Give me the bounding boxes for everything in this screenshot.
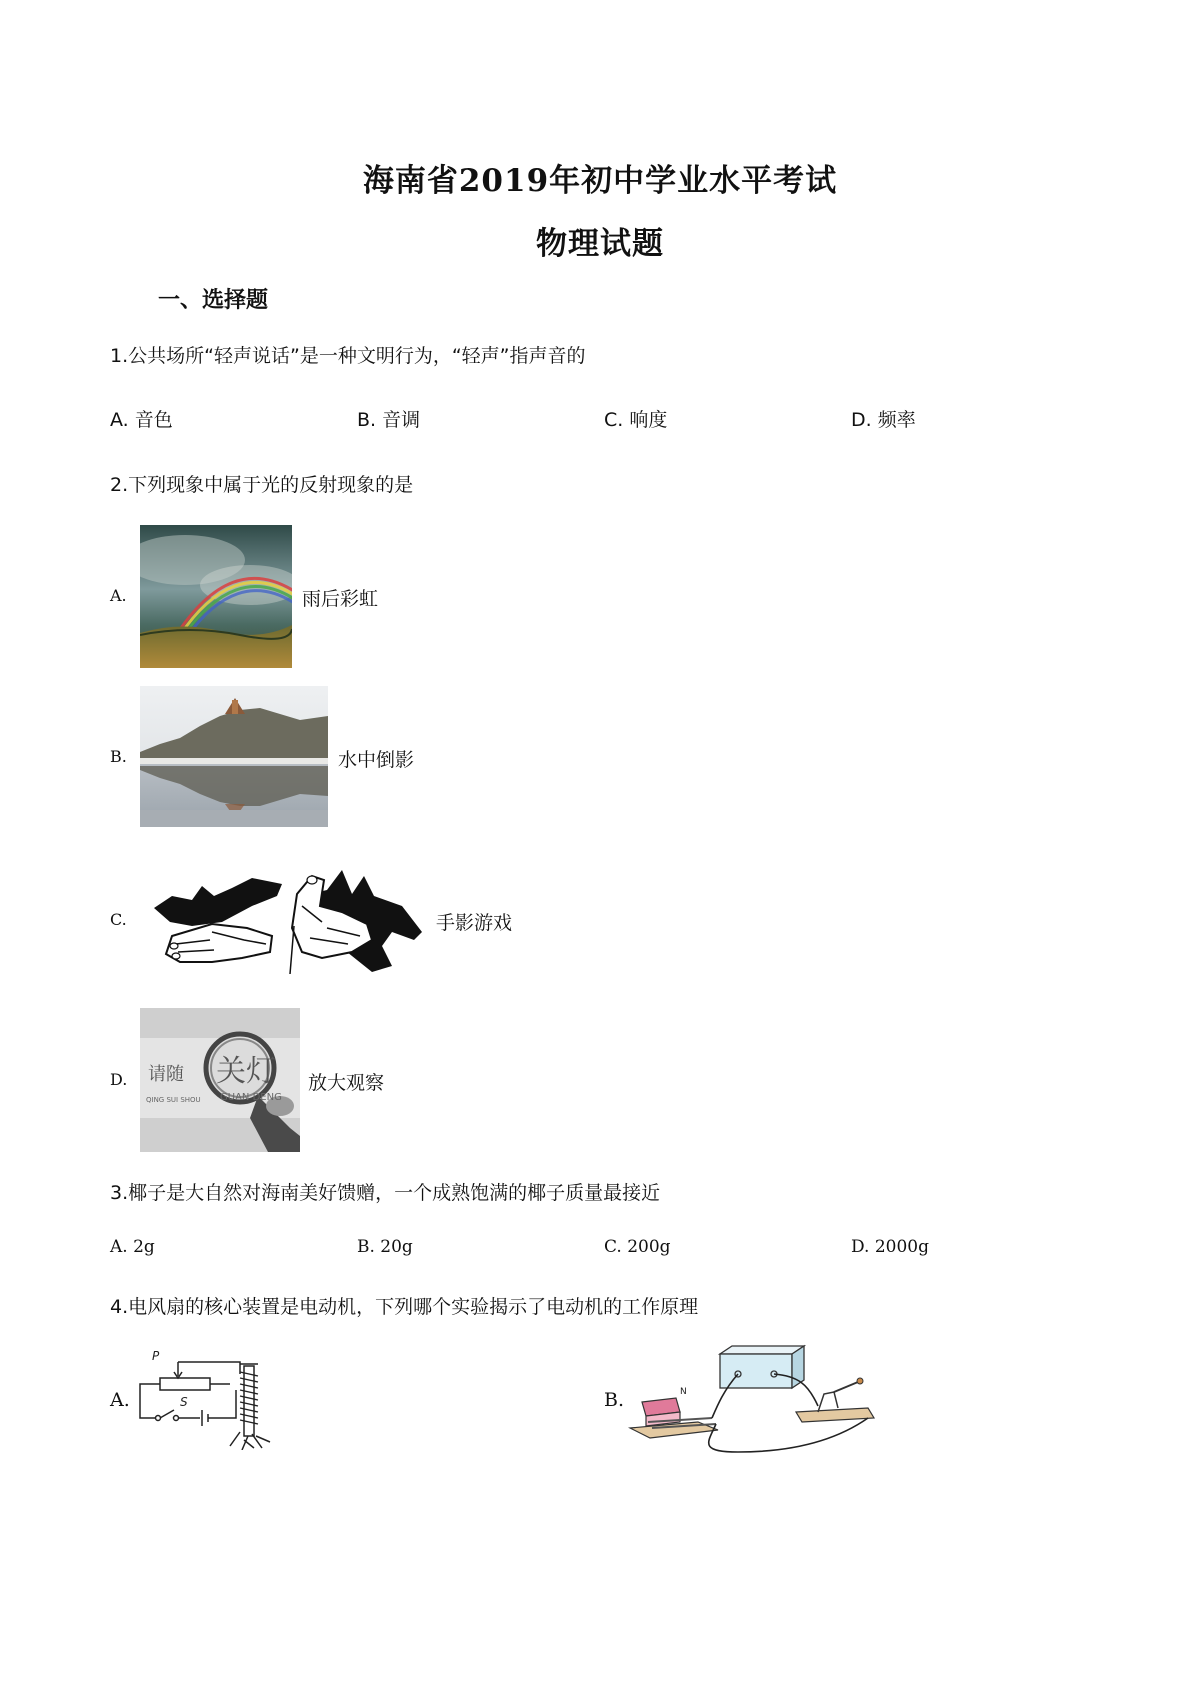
q1-option-b[interactable]: B. 音调	[357, 409, 421, 431]
q2-option-c-caption: 手影游戏	[436, 912, 513, 934]
q4-option-a-letter[interactable]: A.	[110, 1389, 130, 1411]
q2-option-c-letter[interactable]: C.	[110, 910, 127, 929]
question-4-text: 4.电风扇的核心装置是电动机，下列哪个实验揭示了电动机的工作原理	[110, 1296, 699, 1318]
question-3-text: 3.椰子是大自然对海南美好馈赠，一个成熟饱满的椰子质量最接近	[110, 1182, 661, 1204]
q2-option-d-letter[interactable]: D.	[110, 1070, 128, 1089]
q2-option-d-caption: 放大观察	[308, 1072, 385, 1094]
q1-option-d[interactable]: D. 频率	[851, 409, 916, 431]
sign-pinyin-right: GUAN DENG	[220, 1092, 282, 1103]
question-1-text: 1.公共场所“轻声说话”是一种文明行为，“轻声”指声音的	[110, 345, 586, 367]
hand-shadow-drawing	[152, 866, 426, 978]
question-2-text: 2.下列现象中属于光的反射现象的是	[110, 474, 414, 496]
q2-option-b-caption: 水中倒影	[338, 749, 415, 771]
q3-option-d[interactable]: D. 2000g	[851, 1237, 929, 1257]
magnifier-photo	[140, 1008, 300, 1152]
q3-option-b[interactable]: B. 20g	[357, 1237, 413, 1257]
sign-magnified-text: 关灯	[216, 1054, 276, 1089]
q4-option-b-letter[interactable]: B.	[604, 1389, 625, 1411]
q3-option-a[interactable]: A. 2g	[110, 1237, 155, 1257]
q2-option-a-letter[interactable]: A.	[110, 586, 127, 605]
page-subtitle: 物理试题	[536, 226, 664, 262]
q1-option-a[interactable]: A. 音色	[110, 409, 173, 431]
rainbow-photo	[140, 525, 292, 668]
q2-option-b-letter[interactable]: B.	[110, 747, 127, 766]
page-title: 海南省2019年初中学业水平考试	[362, 163, 838, 199]
section-heading: 一、选择题	[158, 287, 269, 313]
rheostat-label-p: P	[152, 1350, 160, 1363]
magnet-label-n: N	[680, 1387, 687, 1397]
motor-experiment-drawing	[628, 1342, 878, 1454]
q2-option-a-caption: 雨后彩虹	[302, 588, 379, 610]
reflection-photo	[140, 686, 328, 827]
q1-option-c[interactable]: C. 响度	[604, 409, 668, 431]
switch-label-s: S	[180, 1395, 188, 1409]
sign-pinyin-left: QING SUI SHOU	[146, 1096, 201, 1104]
sign-small-text: 请随	[148, 1064, 184, 1085]
electromagnet-circuit-diagram	[130, 1350, 280, 1450]
q3-option-c[interactable]: C. 200g	[604, 1237, 671, 1257]
